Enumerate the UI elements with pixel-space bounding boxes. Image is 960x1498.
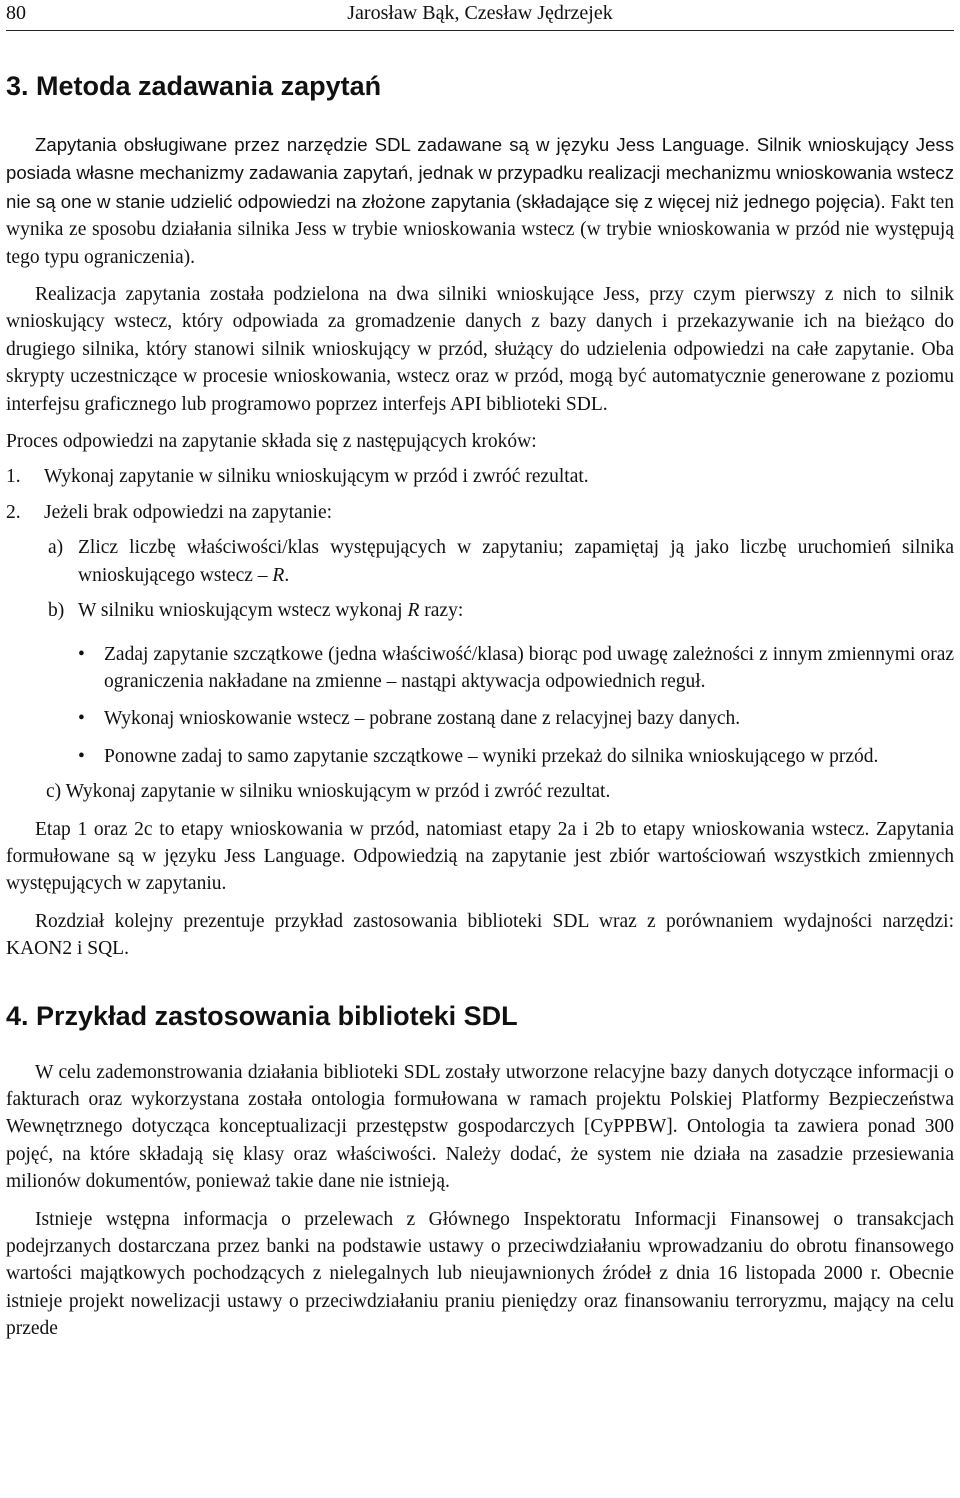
substep-b-variable: R <box>407 600 420 622</box>
step-2-text: Jeżeli brak odpowiedzi na zapytanie: <box>44 501 333 523</box>
section-3-paragraph-3: Etap 1 oraz 2c to etapy wnioskowania w przód, natomiast etapy 2a i 2b to etapy wnioskowania wstecz. Zapytania formułowane są w języku Jess Language. Odpowiedzią na zapytanie jest zbiór wartościowań wszystkich zmiennych występujących w zapytaniu. <box>6 818 954 895</box>
substep-a-end: . <box>284 564 290 586</box>
section-4-paragraph-1: W celu zademonstrowania działania biblioteki SDL zostały utworzone relacyjne bazy danych dotyczące informacji o fakturach oraz wykorzystana została ontologia formułowana w ramach projektu Polskiej Platformy Bezpieczeństwa Wewnętrznego dotycząca konceptualizacji przestępstw gospodarczych [CyPPBW]. Ontologia ta zawiera ponad 300 pojęć, na które składają się klasy oraz właściwości. Należy dodać, że system nie działa na zasadzie przesiewania milionów dokumentów, ponieważ takie dane nie istnieją. <box>6 1061 954 1193</box>
substep-b-text-1: W silniku wnioskującym wstecz wykonaj <box>78 600 408 622</box>
section-4-paragraph-2: Istnieje wstępna informacja o przelewach z Głównego Inspektoratu Informacji Finansowej o transakcjach podejrzanych dostarczana przez banki na podstawie ustawy o przeciwdziałaniu wprowadzaniu do obrotu finansowego wartości majątkowych pochodzących z nielegalnych lub nieujawnionych źródeł z dnia 16 listopada 2000 r. Obecnie istnieje projekt nowelizacji ustawy o przeciwdziałaniu praniu pieniędzy oraz finansowaniu terroryzmu, mający na celu przede <box>6 1208 954 1340</box>
section-3-paragraph-2: Realizacja zapytania została podzielona na dwa silniki wnioskujące Jess, przy czym pierwszy z nich to silnik wnioskujący wstecz, który odpowiada za gromadzenie danych z bazy danych i przekazywanie ich na bieżąco do drugiego silnika, który stanowi silnik wnioskujący w przód, służący do udzielenia odpowiedzi na całe zapytanie. Oba skrypty uczestniczące w procesie wnioskowania, wstecz oraz w przód, mogą być automatycznie generowane z poziomu interfejsu graficznego lub programowo poprzez interfejs API biblioteki SDL. <box>6 284 954 415</box>
step-1-text: Wykonaj zapytanie w silniku wnioskującym w przód i zwróć rezultat. <box>44 466 589 488</box>
substep-a-label: a) <box>48 537 64 559</box>
substep-b <box>48 597 954 624</box>
substep-b-text-2: razy: <box>419 600 464 622</box>
step-2-number: 2. <box>6 501 21 523</box>
substep-a <box>48 534 954 589</box>
section-3-paragraph-4: Rozdział kolejny prezentuje przykład zastosowania biblioteki SDL wraz z porównaniem wydajności narzędzi: KAON2 i SQL. <box>6 910 954 960</box>
section-3-paragraph-1 <box>6 131 954 271</box>
substep-a-variable: R <box>272 564 285 586</box>
substep-b-label: b) <box>48 600 65 622</box>
page-number: 80 <box>6 2 26 24</box>
step-1 <box>6 463 954 490</box>
document-page <box>6 0 954 1343</box>
bullet-marker: • <box>78 708 85 730</box>
bullet-item-1 <box>6 641 954 696</box>
paragraph-1-sans-part: Zapytania obsługiwane przez narzędzie SDL zadawane są w języku Jess Language. Silnik wnioskujący Jess posiada własne mechanizmy zadawania zapytań, jednak w przypadku realizacji mechanizmu wnioskowania wstecz nie są one w stanie udzielić odpowiedzi na złożone zapytania (składające się z więcej niż jednego pojęcia). <box>6 134 954 212</box>
steps-intro: Proces odpowiedzi na zapytanie składa się z następujących kroków: <box>6 431 537 453</box>
substep-c: c) Wykonaj zapytanie w silniku wnioskującym w przód i zwróć rezultat. <box>46 781 611 803</box>
substep-a-content <box>78 534 954 589</box>
step-1-number: 1. <box>6 466 21 488</box>
running-header <box>6 0 954 31</box>
bullet-text-2: Wykonaj wnioskowanie wstecz – pobrane zostaną dane z relacyjnej bazy danych. <box>104 708 741 730</box>
bullet-marker: • <box>78 643 85 665</box>
paragraph-1-serif-part: Fakt ten wynika ze sposobu działania silnika Jess w trybie wnioskowania wstecz (w trybie wnioskowania w przód nie występują tego typu ograniczenia). <box>6 191 954 268</box>
bullet-marker: • <box>78 745 85 767</box>
header-authors: Jarosław Bąk, Czesław Jędrzejek <box>347 2 613 24</box>
step-2 <box>6 499 954 526</box>
section-3-title: 3. Metoda zadawania zapytań <box>6 71 382 101</box>
bullet-text-3: Ponowne zadaj to samo zapytanie szczątkowe – wyniki przekaż do silnika wnioskującego w przód. <box>104 745 879 767</box>
bullet-text-1: Zadaj zapytanie szczątkowe (jedna właściwość/klasa) biorąc pod uwagę zależności z innym zmiennymi oraz ograniczenia nakładane na zmienne – nastąpi aktywacja odpowiednich reguł. <box>104 643 954 692</box>
bullet-item-2 <box>6 705 954 732</box>
bullet-item-3 <box>6 743 954 770</box>
substep-a-text: Zlicz liczbę właściwości/klas występujących w zapytaniu; zapamiętaj ją jako liczbę uruchomień silnika wnioskującego wstecz – <box>78 537 954 586</box>
section-4-title: 4. Przykład zastosowania biblioteki SDL <box>6 1000 518 1031</box>
